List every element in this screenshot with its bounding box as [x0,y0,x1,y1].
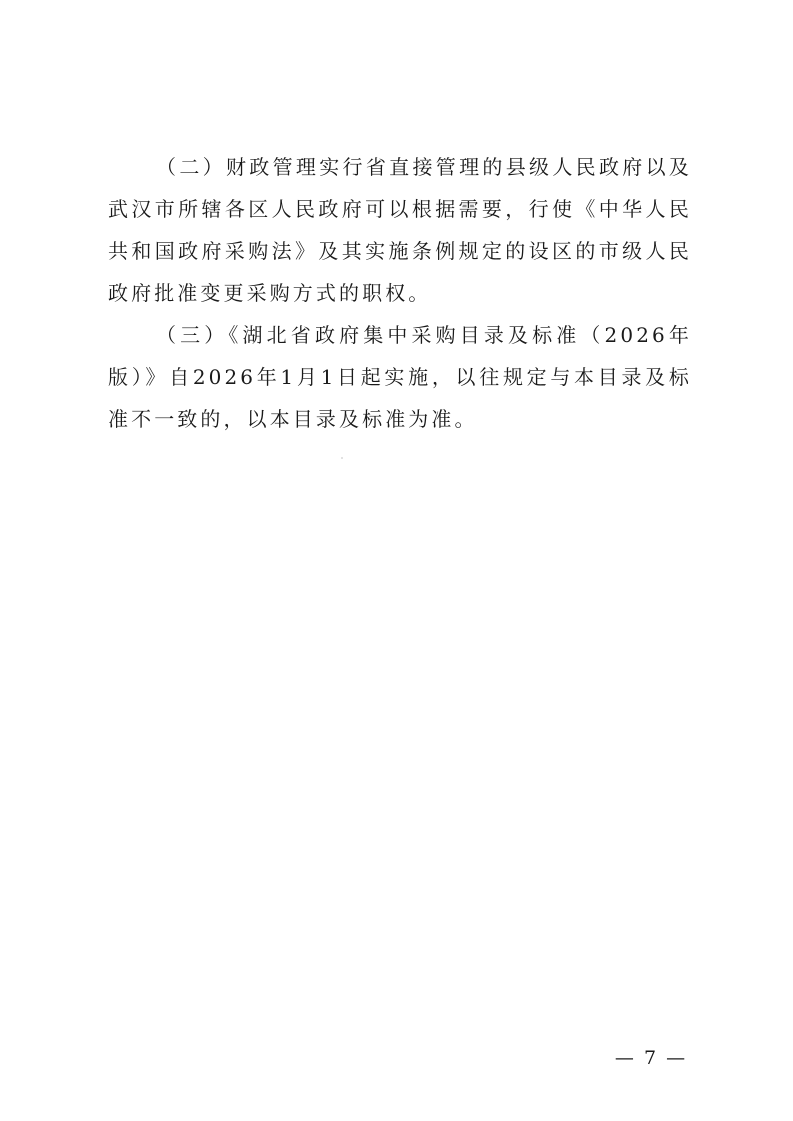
document-body [108,146,692,440]
paragraph-2: （二）财政管理实行省直接管理的县级人民政府以及武汉市所辖各区人民政府可以根据需要，行使《中华人民共和国政府采购法》及其实施条例规定的设区的市级人民政府批准变更采购方式的职权。 [108,155,692,305]
scan-speck [341,457,343,459]
page-number: — 7 — [614,1047,688,1069]
paragraph-3: （三）《湖北省政府集中采购目录及标准（2026年版）》自2026年1月1日起实施，以往规定与本目录及标准不一致的，以本目录及标准为准。 [108,323,692,431]
